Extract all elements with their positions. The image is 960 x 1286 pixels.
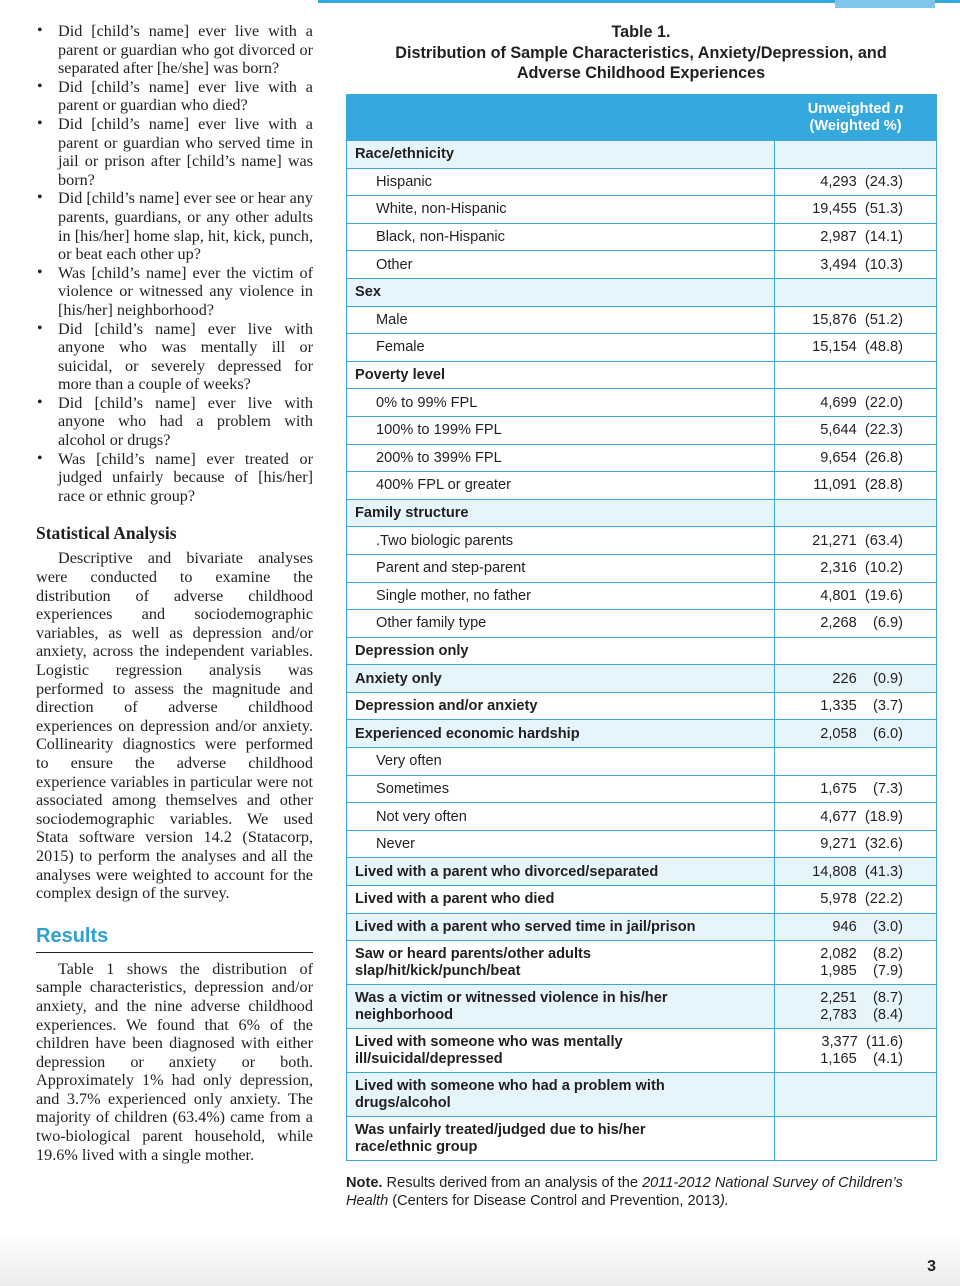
data-table [346,94,937,1161]
list-item: • Did [child’s name] ever live with a parent or guardian who died? [36,78,313,115]
row-value: 1,335 (3.7) [775,692,937,720]
row-value [775,278,937,306]
row-value [775,748,937,776]
row-value [775,141,937,169]
header-label: (Weighted %) [809,117,902,134]
table-row [347,665,937,693]
row-value-line: 2,251 (8.7) [820,989,903,1006]
row-label: White, non-Hispanic [347,196,775,224]
row-value: 14,808 (41.3) [775,858,937,886]
row-label: Black, non-Hispanic [347,223,775,251]
row-value: 5,978 (22.2) [775,886,937,914]
row-label-line: Lived with someone who had a problem with [355,1077,665,1094]
row-label: Poverty level [347,361,775,389]
row-label: Never [347,830,775,858]
table-row [347,913,937,941]
table-row [347,830,937,858]
row-value: 4,801 (19.6) [775,582,937,610]
header-label: Unweighted [807,100,895,117]
table-title-line: Adverse Childhood Experiences [516,64,766,82]
statistical-analysis-heading: Statistical Analysis [36,523,177,544]
row-label-line: Was unfairly treated/judged due to his/her [355,1121,646,1138]
row-value-line: 1,165 (4.1) [820,1050,903,1067]
row-value: 946 (3.0) [775,913,937,941]
table-row [347,1117,937,1161]
row-label-line: Saw or heard parents/other adults [355,945,591,962]
row-value: 9,271 (32.6) [775,830,937,858]
row-label-line: Lived with someone who was mentally [355,1033,623,1050]
table-row [347,985,937,1029]
row-label [347,1073,775,1117]
left-column [36,22,313,1164]
table-row [347,775,937,803]
table-row [347,941,937,985]
table-title [346,22,936,84]
row-label: Family structure [347,499,775,527]
table-row [347,472,937,500]
header-value-cell [775,95,937,141]
row-label: Hispanic [347,168,775,196]
row-label: Experienced economic hardship [347,720,775,748]
row-value: 1,675 (7.3) [775,775,937,803]
row-label: Lived with a parent who divorced/separated [347,858,775,886]
row-label [347,941,775,985]
row-label [347,1029,775,1073]
note-end: ). [719,1192,729,1209]
list-item: • Did [child’s name] ever live with anyone who was mentally ill or suicidal, or severely depressed for more than a couple of weeks? [36,320,313,394]
table-row [347,1073,937,1117]
row-value [775,1029,937,1073]
row-label: Other [347,251,775,279]
list-item: • Did [child’s name] ever live with anyone who had a problem with alcohol or drugs? [36,394,313,450]
table-row [347,582,937,610]
table-row [347,278,937,306]
table-row [347,499,937,527]
list-item: • Was [child’s name] ever treated or judged unfairly because of [his/her] race or ethnic group? [36,450,313,506]
row-value: 9,654 (26.8) [775,444,937,472]
table-row [347,554,937,582]
row-value [775,637,937,665]
row-label: Female [347,334,775,362]
row-value: 2,316 (10.2) [775,554,937,582]
table-title-line: Distribution of Sample Characteristics, Anxiety/Depression, and [395,43,887,62]
table-row [347,196,937,224]
row-value: 5,644 (22.3) [775,416,937,444]
row-value: 15,154 (48.8) [775,334,937,362]
row-label: 0% to 99% FPL [347,389,775,417]
note-label: Note. [346,1175,383,1191]
results-text: Table 1 shows the distribution of sample characteristics, depression and/or anxiety, and the nine adverse childhood experiences. We found that 6% of the children have been diagnosed with either depression or anxiety or both. Approximately 1% had only depression, and 3.7% experienced only anxiety. The majority of children (63.4%) came from a two-biological parent household, while 19.6% lived with a single mother. [36,959,313,1164]
row-label: Depression and/or anxiety [347,692,775,720]
row-value: 4,293 (24.3) [775,168,937,196]
row-label: Sex [347,278,775,306]
table-note [346,1175,946,1210]
row-label: Male [347,306,775,334]
row-value: 15,876 (51.2) [775,306,937,334]
row-value: 2,987 (14.1) [775,223,937,251]
row-value: 3,494 (10.3) [775,251,937,279]
row-label: Single mother, no father [347,582,775,610]
table-row [347,803,937,831]
row-label: Not very often [347,803,775,831]
table-row [347,748,937,776]
table-row [347,334,937,362]
results-heading: Results [36,925,313,953]
note-source: 2011-2012 National Survey of Children’s Health [346,1175,903,1209]
row-value: 4,699 (22.0) [775,389,937,417]
row-label: Depression only [347,637,775,665]
row-value [775,1117,937,1161]
row-label: 200% to 399% FPL [347,444,775,472]
question-list [36,22,313,505]
table-row [347,720,937,748]
row-label: Other family type [347,610,775,638]
list-item: • Did [child’s name] ever live with a parent or guardian who served time in jail or prison after [child’s name] was born? [36,115,313,189]
header-tab [835,0,935,8]
row-value: 4,677 (18.9) [775,803,937,831]
row-value-line: 1,985 (7.9) [820,962,903,979]
table-row [347,444,937,472]
table-row [347,886,937,914]
row-value [775,361,937,389]
header-n: n [894,100,904,117]
row-label [347,985,775,1029]
row-label-line: ill/suicidal/depressed [355,1050,503,1067]
row-label-line: slap/hit/kick/punch/beat [355,962,521,979]
table-row [347,692,937,720]
row-value: 2,268 (6.9) [775,610,937,638]
row-label: 100% to 199% FPL [347,416,775,444]
table-row [347,416,937,444]
row-label: Lived with a parent who died [347,886,775,914]
note-tail: (Centers for Disease Control and Prevention, 2013 [388,1192,720,1209]
row-label: Very often [347,748,775,776]
row-label: Lived with a parent who served time in jail/prison [347,913,775,941]
row-label: Parent and step-parent [347,554,775,582]
row-label: .Two biologic parents [347,527,775,555]
table-row [347,1029,937,1073]
table-row [347,251,937,279]
row-value: 19,455 (51.3) [775,196,937,224]
table-number: Table 1. [611,23,671,41]
row-label-line: Was a victim or witnessed violence in his/her [355,989,668,1006]
table-row [347,361,937,389]
table-row [347,223,937,251]
row-value: 11,091 (28.8) [775,472,937,500]
header-blank-cell [347,95,775,141]
table-row [347,141,937,169]
row-value-line: 2,082 (8.2) [820,945,903,962]
row-label [347,1117,775,1161]
list-item: • Was [child’s name] ever the victim of violence or witnessed any violence in [his/her] neighborhood? [36,264,313,320]
row-label: 400% FPL or greater [347,472,775,500]
table-row [347,168,937,196]
footer-shade [0,1232,960,1286]
row-value [775,1073,937,1117]
table-row [347,858,937,886]
table-row [347,389,937,417]
row-value-line: 3,377 (11.6) [821,1033,903,1050]
table-row [347,527,937,555]
page-number: 3 [927,1258,936,1275]
row-label: Sometimes [347,775,775,803]
row-value [775,941,937,985]
row-label-line: drugs/alcohol [355,1094,451,1111]
row-value [775,985,937,1029]
row-value: 226 (0.9) [775,665,937,693]
note-text: Results derived from an analysis of the [382,1175,643,1191]
table-row [347,306,937,334]
row-label-line: race/ethnic group [355,1138,478,1155]
row-label-line: neighborhood [355,1006,454,1023]
row-value: 2,058 (6.0) [775,720,937,748]
list-item: • Did [child’s name] ever live with a parent or guardian who got divorced or separated after [he/she] was born? [36,22,313,78]
list-item: • Did [child’s name] ever see or hear any parents, guardians, or any other adults in [his/her] home slap, hit, kick, punch, or beat each other up? [36,189,313,263]
row-label: Race/ethnicity [347,141,775,169]
row-value [775,499,937,527]
row-value: 21,271 (63.4) [775,527,937,555]
statistical-analysis-text: Descriptive and bivariate analyses were conducted to examine the distribution of adverse childhood experiences and sociodemographic variables, as well as depression and/or anxiety, across the independent variables. Logistic regression analysis was performed to assess the magnitude and direction of adverse childhood experiences on depression and/or anxiety. Collinearity diagnostics were performed to ensure the adverse childhood experience variables in particular were not associated among themselves and other sociodemographic variables. We used Stata software version 14.2 (Statacorp, 2015) to perform the analyses and all the analyses were weighted to account for the complex design of the survey. [36,549,313,903]
table-row [347,637,937,665]
row-label: Anxiety only [347,665,775,693]
row-value-line: 2,783 (8.4) [820,1006,903,1023]
table-row [347,610,937,638]
